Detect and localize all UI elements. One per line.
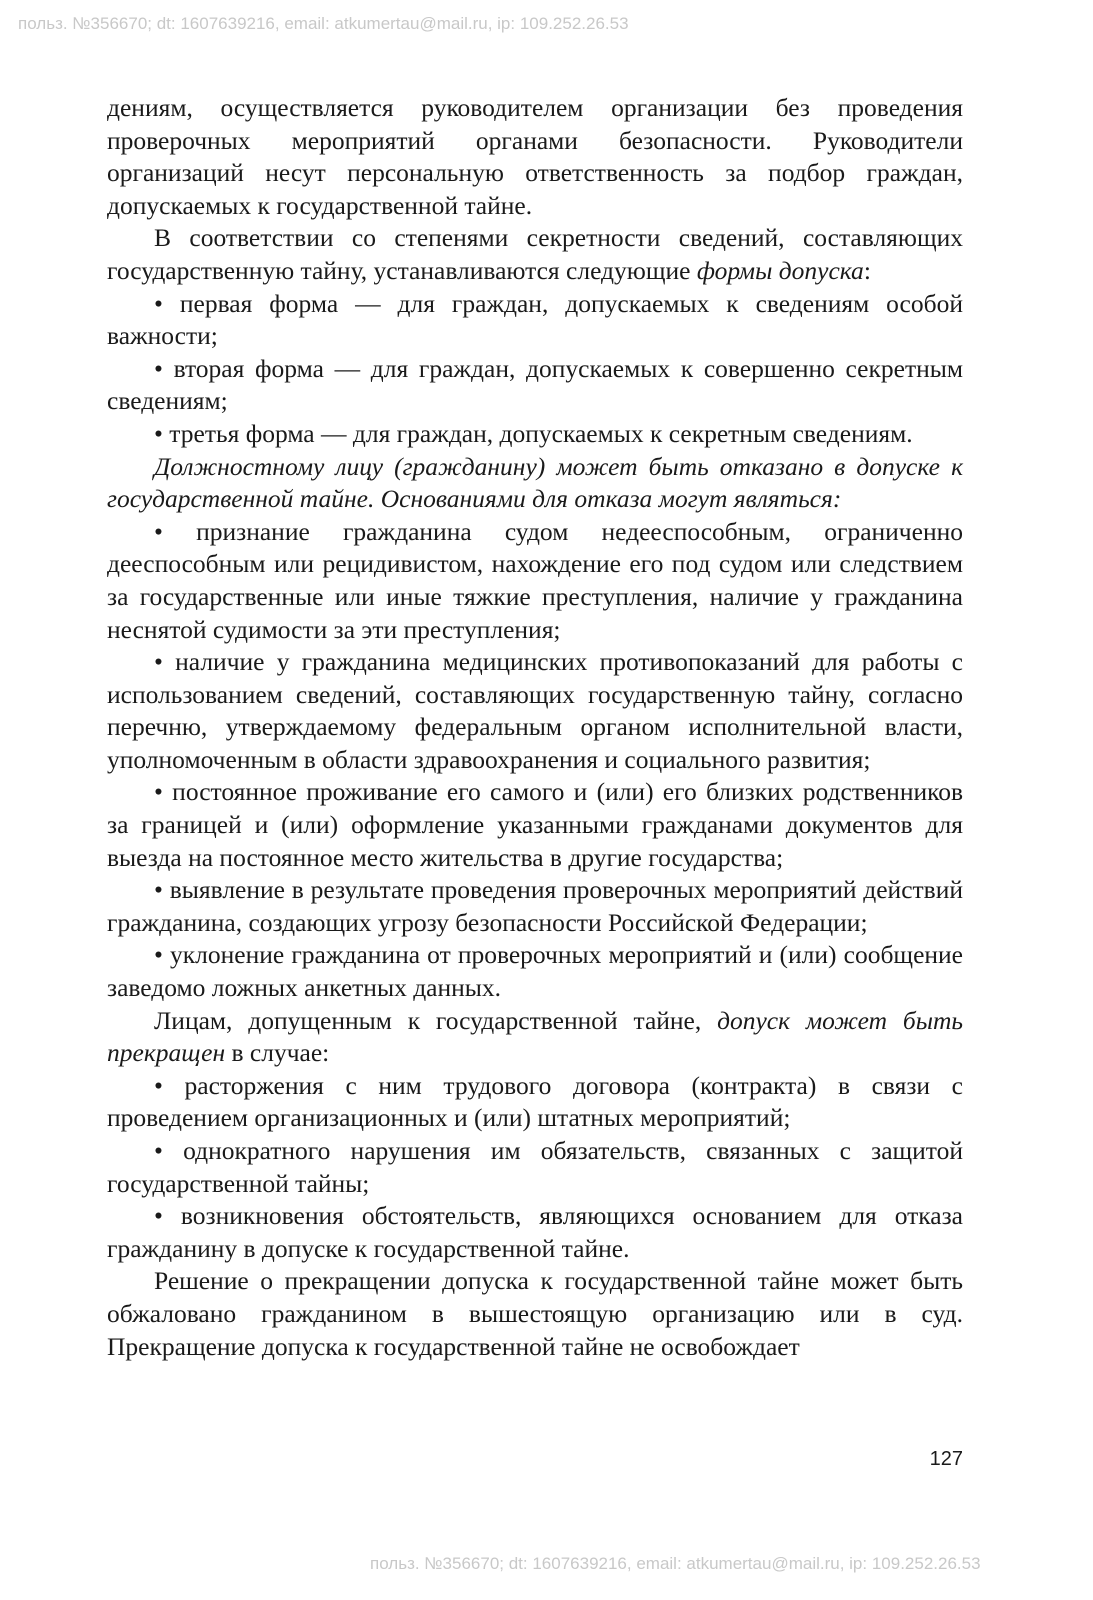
list-item xyxy=(107,939,963,1004)
italic-run: допуск может быть прекращен xyxy=(107,1005,963,1068)
text-run: • однократного нарушения им обязательств, связанных с защитой государственной тайны; xyxy=(107,1136,963,1198)
watermark-bottom: польз. №356670; dt: 1607639216, email: atkumertau@mail.ru, ip: 109.252.26.53 xyxy=(370,1554,981,1573)
text-run: • признание гражданина судом недееспособным, ограниченно дееспособным или рецидивистом, нахождение его под судом или следствием за государственные или иные тяжкие преступления, наличие у гражданина неснятой судимости за эти преступления; xyxy=(107,516,963,644)
italic-run: Должностному лицу (гражданину) может быть отказано в допуске к государственной тайне. Основаниями для отказа могут являться: xyxy=(107,451,963,514)
text-run: в случае: xyxy=(225,1038,330,1068)
list-item xyxy=(107,874,963,939)
page-body xyxy=(107,92,963,1363)
list-item xyxy=(107,288,963,353)
paragraph-continuation xyxy=(107,92,963,222)
paragraph xyxy=(107,451,963,516)
text-run: Решение о прекращении допуска к государственной тайне может быть обжаловано гражданином в вышестоящую организацию или в суд. Прекращение допуска к государственной тайне не освобождает xyxy=(107,1266,963,1361)
paragraph xyxy=(107,1005,963,1070)
list-item xyxy=(107,776,963,874)
text-run: • вторая форма — для граждан, допускаемых к совершенно секретным сведениям; xyxy=(107,353,963,416)
list-item xyxy=(107,516,963,646)
list-item xyxy=(107,353,963,418)
list-item xyxy=(107,1135,963,1200)
list-item xyxy=(107,1200,963,1265)
text-run: Лицам, допущенным к государственной тайне, xyxy=(154,1005,718,1035)
text-run: • возникновения обстоятельств, являющихся основанием для отказа гражданину в допуске к государственной тайне. xyxy=(107,1201,963,1263)
text-run: дениям, осуществляется руководителем организации без проведения проверочных мероприятий органами безопасности. Руководители организаций несут персональную ответственность за подбор граждан, допускаемых к государственной тайне. xyxy=(107,93,963,220)
list-item xyxy=(107,418,963,451)
text-run: • уклонение гражданина от проверочных мероприятий и (или) сообщение заведомо ложных анкетных данных. xyxy=(107,940,963,1003)
watermark-top: польз. №356670; dt: 1607639216, email: atkumertau@mail.ru, ip: 109.252.26.53 xyxy=(18,14,629,33)
list-item xyxy=(107,646,963,776)
text-run: • постоянное проживание его самого и (или) его близких родственников за границей и (или) оформление указанными гражданами документов для выезда на постоянное место жительства в другие государства; xyxy=(107,777,963,872)
text-run: • третья форма — для граждан, допускаемых к секретным сведениям. xyxy=(154,418,913,448)
paragraph xyxy=(107,222,963,287)
text-run: В соответствии со степенями секретности сведений, составляющих государственную тайну, устанавливаются следующие xyxy=(107,223,963,285)
text-run: • наличие у гражданина медицинских противопоказаний для работы с использованием сведений, составляющих государственную тайну, согласно перечню, утверждаемому федеральным органом исполнительной власти, уполномоченным в области здравоохранения и социального развития; xyxy=(107,647,963,774)
text-run: • расторжения с ним трудового договора (контракта) в связи с проведением организационных и (или) штатных мероприятий; xyxy=(107,1070,963,1133)
italic-run: формы допуска xyxy=(696,255,864,285)
page-number: 127 xyxy=(929,1448,963,1470)
list-item xyxy=(107,1070,963,1135)
text-run: : xyxy=(863,255,871,285)
text-run: • первая форма — для граждан, допускаемых к сведениям особой важности; xyxy=(107,288,963,351)
paragraph xyxy=(107,1265,963,1363)
text-run: • выявление в результате проведения проверочных мероприятий действий гражданина, создающих угрозу безопасности Российской Федерации; xyxy=(107,875,963,937)
